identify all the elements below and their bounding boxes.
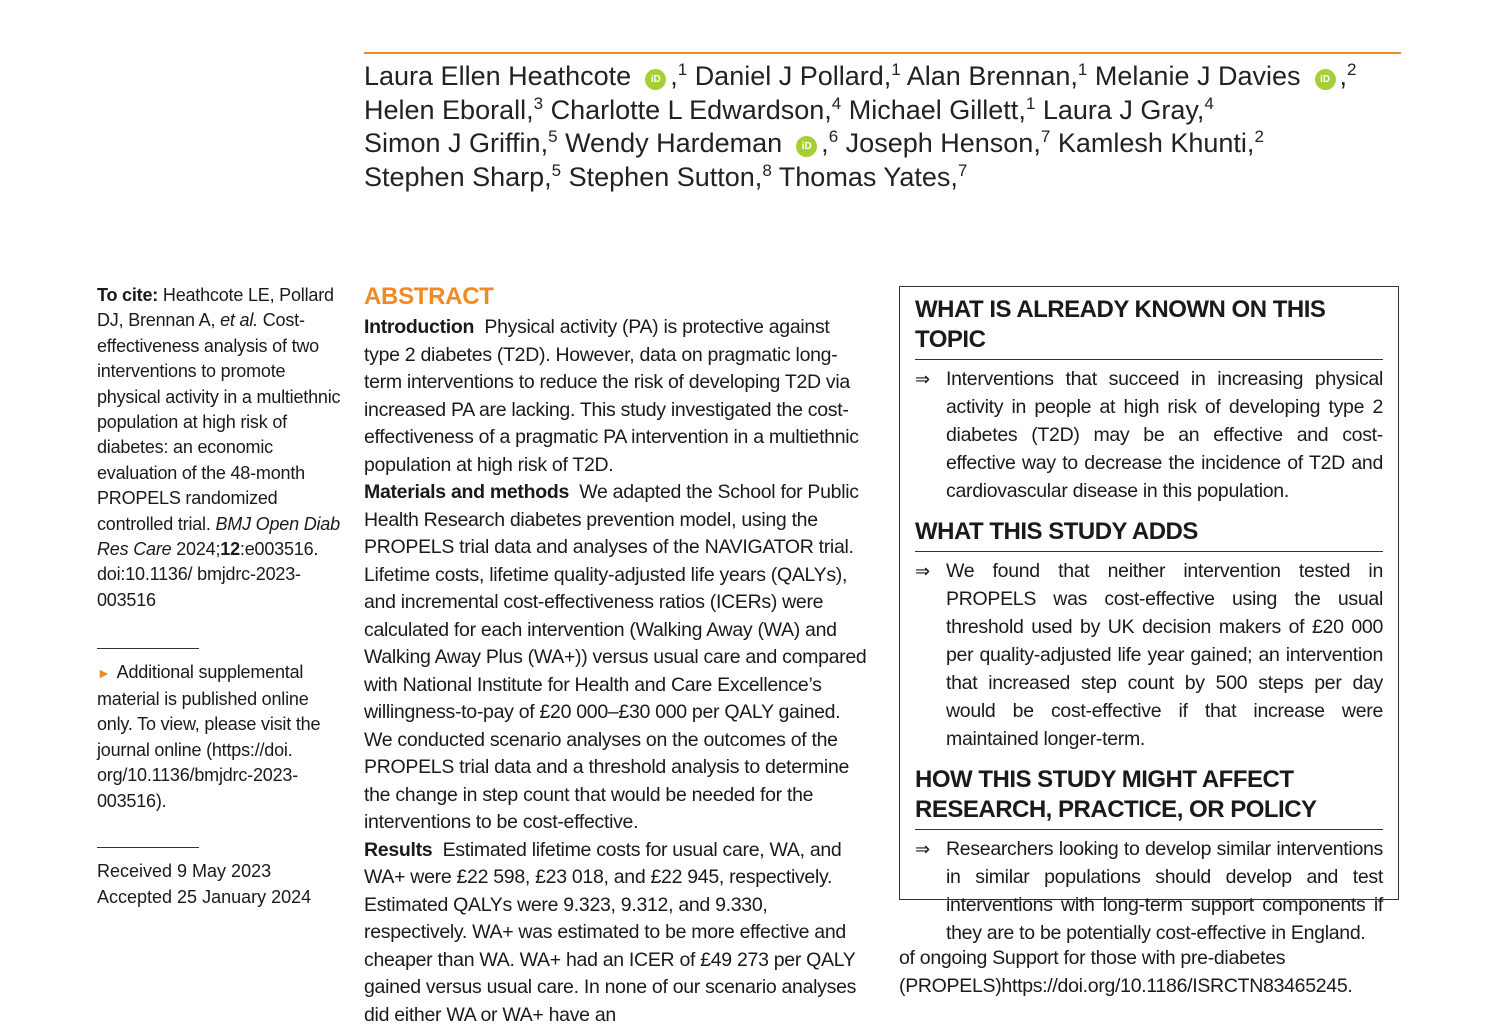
affiliation-marker: 7 xyxy=(958,161,967,180)
citation-title: Cost-effectiveness analysis of two interventions to promote physical activity in a multiethnic population at high risk of diabetes: an economic evaluation of the 48-month PROPELS randomized controlled trial. xyxy=(97,310,340,533)
abstract-section-label: Materials and methods xyxy=(364,481,569,503)
orcid-icon[interactable]: iD xyxy=(796,136,817,157)
author-name: Stephen Sharp xyxy=(364,162,544,192)
double-arrow-icon: ⇒ xyxy=(915,365,946,505)
abstract xyxy=(364,282,869,1029)
summary-text: We found that neither intervention tested in PROPELS was cost-effective using the usual threshold used by UK decision makers of £20 000 per quality-adjusted life year gained; an intervention that increased step count by 500 steps per day would be cost-effective if that increase were maintained longer-term. xyxy=(946,557,1383,753)
author-name: Alan Brennan xyxy=(907,61,1071,91)
affiliation-marker: 8 xyxy=(762,161,771,180)
citation-journal: BMJ Open Diab Res Care xyxy=(97,514,340,559)
header-rule xyxy=(364,52,1401,54)
author-line: Helen Eborall,$^3$ Charlotte L Edwardson,$^4$ Michael Gillett,$^1$ Laura J Gray,$^4$ xyxy=(364,94,1414,128)
double-arrow-icon: ⇒ xyxy=(915,557,946,753)
supplemental-text: Additional supplemental material is published online only. To view, please visit the journal online (https://doi. org/10.1136/bmjdrc-2023- 003516). xyxy=(97,662,320,811)
double-arrow-icon: ⇒ xyxy=(915,835,946,947)
author-name: Wendy Hardeman xyxy=(565,128,782,158)
summary-heading: WHAT IS ALREADY KNOWN ON THIS TOPIC xyxy=(915,295,1383,360)
author-name: Laura J Gray xyxy=(1043,95,1197,125)
affiliation-marker: 4 xyxy=(1204,94,1213,113)
author-name: Helen Eborall xyxy=(364,95,526,125)
author-name: Simon J Griffin xyxy=(364,128,541,158)
author-list xyxy=(364,60,1414,194)
citation-volume: 12 xyxy=(220,539,240,559)
author-line: Laura Ellen Heathcote iD ,$^1$ Daniel J Pollard,$^1$ Alan Brennan,$^1$ Melanie J Davies iD ,$^2$ xyxy=(364,60,1414,94)
abstract-section-label: Results xyxy=(364,839,432,861)
author-name: Stephen Sutton xyxy=(569,162,755,192)
author-name: Melanie J Davies xyxy=(1095,61,1301,91)
summary-box xyxy=(899,286,1399,900)
summary-text: Researchers looking to develop similar interventions in similar populations should develop and test interventions with long-term support components if they are to be potentially cost-effective in England. xyxy=(946,835,1383,947)
abstract-section xyxy=(364,837,869,1029)
affiliation-marker: 2 xyxy=(1347,60,1356,79)
author-name: Charlotte L Edwardson xyxy=(551,95,825,125)
orcid-icon[interactable]: iD xyxy=(645,69,666,90)
affiliation-marker: 1 xyxy=(891,60,900,79)
citation-lead: Heathcote LE, Pollard DJ, Brennan A, xyxy=(97,285,334,330)
triangle-icon: ► xyxy=(97,665,111,681)
author-name: Daniel J Pollard xyxy=(695,61,884,91)
author-name: Michael Gillett xyxy=(849,95,1019,125)
affiliation-marker: 6 xyxy=(829,127,838,146)
affiliation-marker: 5 xyxy=(548,127,557,146)
author-name: Joseph Henson xyxy=(846,128,1034,158)
affiliation-marker: 4 xyxy=(832,94,841,113)
separator-line xyxy=(97,648,199,649)
citation-year: 2024; xyxy=(176,539,220,559)
author-name: Laura Ellen Heathcote xyxy=(364,61,631,91)
abstract-section xyxy=(364,479,869,837)
received-date: Received 9 May 2023 xyxy=(97,858,311,884)
author-name: Kamlesh Khunti xyxy=(1058,128,1247,158)
affiliation-marker: 5 xyxy=(552,161,561,180)
section-gap xyxy=(915,505,1383,517)
abstract-body xyxy=(364,314,869,1029)
affiliation-marker: 7 xyxy=(1041,127,1050,146)
summary-heading: WHAT THIS STUDY ADDS xyxy=(915,517,1383,552)
separator-line xyxy=(97,847,199,848)
section-gap xyxy=(915,753,1383,765)
orcid-icon[interactable]: iD xyxy=(1315,69,1336,90)
abstract-section xyxy=(364,314,869,479)
supplemental-note xyxy=(97,660,337,815)
affiliation-marker: 3 xyxy=(534,94,543,113)
citation-doi: :e003516. doi:10.1136/ bmjdrc-2023-003516 xyxy=(97,539,318,610)
summary-item xyxy=(915,365,1383,505)
author-line: Simon J Griffin,$^5$ Wendy Hardeman iD ,$^6$ Joseph Henson,$^7$ Kamlesh Khunti,$^2$ xyxy=(364,127,1414,161)
abstract-heading: ABSTRACT xyxy=(364,282,869,312)
abstract-section-label: Introduction xyxy=(364,316,474,338)
citation-label: To cite: xyxy=(97,285,158,305)
abstract-section-text: We adapted the School for Public Health Research diabetes prevention model, using the PROPELS trial data and analyses of the NAVIGATOR trial. Lifetime costs, lifetime quality-adjusted life years (QALYs), and incremental cost-effectiveness ratios (ICERs) were calculated for each intervention (Walking Away (WA) and Walking Away Plus (WA+)) versus usual care and compared with National Institute for Health and Care Excellence’s willingness-to-pay of £20 000–£30 000 per QALY gained. We conducted scenario analyses on the outcomes of the PROPELS trial data and a threshold analysis to determine the change in step count that would be needed for the interventions to be cost-effective. xyxy=(364,481,866,833)
affiliation-marker: 1 xyxy=(1026,94,1035,113)
citation-etal: et al. xyxy=(220,310,258,330)
author-name: Thomas Yates xyxy=(779,162,951,192)
abstract-section-text: Physical activity (PA) is protective against type 2 diabetes (T2D). However, data on pragmatic long-term interventions to reduce the risk of developing T2D via increased PA are lacking. This study investigated the cost-effectiveness of a pragmatic PA intervention in a multiethnic population at high risk of T2D. xyxy=(364,316,859,476)
citation-block xyxy=(97,283,342,613)
summary-heading: HOW THIS STUDY MIGHT AFFECT RESEARCH, PRACTICE, OR POLICY xyxy=(915,765,1383,830)
abstract-section-text: Estimated lifetime costs for usual care, WA, and WA+ were £22 598, £23 018, and £22 945, respectively. Estimated QALYs were 9.323, 9.312, and 9.330, respectively. WA+ was estimated to be more effective and cheaper than WA. WA+ had an ICER of £49 273 per QALY gained versus usual care. In none of our scenario analyses did either WA or WA+ have an xyxy=(364,839,856,1026)
dates-block xyxy=(97,858,311,910)
summary-item xyxy=(915,835,1383,947)
accepted-date: Accepted 25 January 2024 xyxy=(97,884,311,910)
summary-text: Interventions that succeed in increasing physical activity in people at high risk of developing type 2 diabetes (T2D) may be an effective and cost-effective way to decrease the incidence of T2D and cardiovascular disease in this population. xyxy=(946,365,1383,505)
summary-item xyxy=(915,557,1383,753)
affiliation-marker: 2 xyxy=(1254,127,1263,146)
author-line: Stephen Sharp,$^5$ Stephen Sutton,$^8$ Thomas Yates,$^7$ xyxy=(364,161,1414,195)
affiliation-marker: 1 xyxy=(1078,60,1087,79)
affiliation-marker: 1 xyxy=(678,60,687,79)
continued-text: of ongoing Support for those with pre-diabetes (PROPELS)https://doi.org/10.1186/ISRCTN83465245. xyxy=(899,945,1399,1000)
